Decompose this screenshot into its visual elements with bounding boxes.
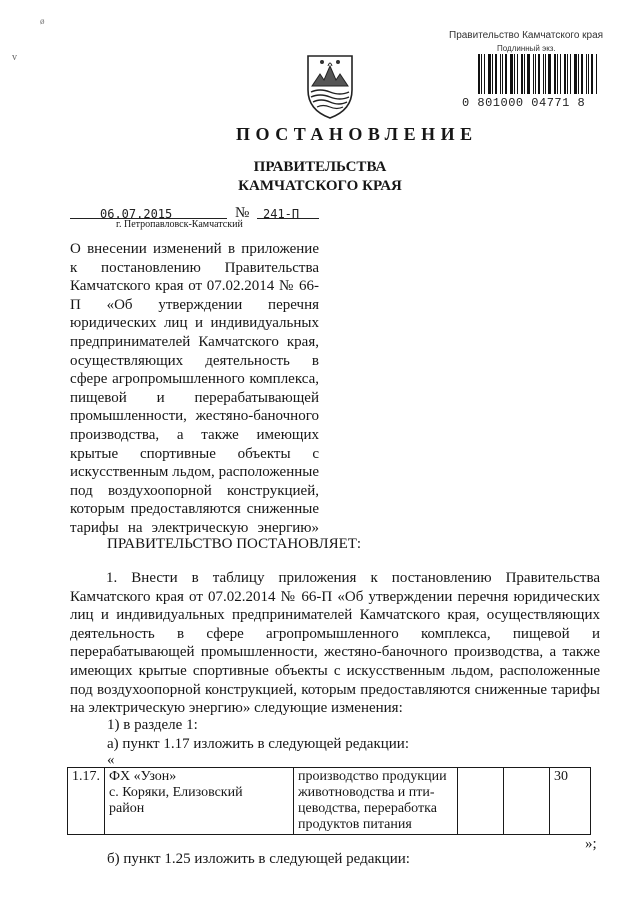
organization-line-1: ПРАВИТЕЛЬСТВА	[253, 159, 387, 175]
barcode-bar	[581, 54, 583, 94]
barcode-bar	[538, 54, 540, 94]
activity-line: цеводства, переработка	[298, 801, 437, 816]
activity-line: производство продукции	[298, 769, 447, 784]
barcode-bar	[560, 54, 561, 94]
barcode-bar	[510, 54, 513, 94]
barcode	[478, 54, 598, 94]
stamp-org: Правительство Камчатского края	[449, 30, 604, 41]
empty-cell-4	[458, 768, 504, 835]
barcode-bar	[545, 54, 546, 94]
barcode-bar	[514, 54, 515, 94]
number-sign: №	[235, 205, 250, 221]
organization-name: ФХ «Узон»	[109, 769, 177, 784]
paragraph-1: 1. Внести в таблицу приложения к постановлению Правительства Камчатского края от 07.02.2014 № 66-П «Об утверждении перечня юридических лиц и индивидуальных предпринимателей Камчатского края, осуществляющих деятельность в сфере агропромышленного комплекса, пищевой и перерабатывающей промышленности, жестяно-баночного производства, а также имеющих крытые спортивные объекты с искусственным льдом, расположенные под воздухоопорной конструкцией, которым предоставляются сниженные тарифы на электрическую энергию» следующие изменения:	[70, 570, 600, 717]
barcode-bar	[484, 54, 485, 94]
barcode-bar	[548, 54, 551, 94]
barcode-bar	[564, 54, 566, 94]
barcode-bar	[557, 54, 558, 94]
document-subject: О внесении изменений в приложение к постановлению Правительства Камчатского края от 07.02.2014 № 66-П «Об утверждении перечня юридических лиц и индивидуальных предпринимателей Камчатского края, осуществляющих деятельность в сфере агропромышленного комплекса, пищевой и перерабатывающей промышленности, жестяно-баночного производства, а также имеющих крытые спортивные объекты с искусственным льдом, расположенные под воздухоопорной конструкцией, которым предоставляются сниженные тарифы на электрическую энергию»	[70, 241, 319, 536]
row-number: 1.17.	[68, 768, 105, 835]
barcode-bar	[543, 54, 544, 94]
barcode-bar	[521, 54, 523, 94]
barcode-bar	[535, 54, 536, 94]
document-number: 241-П	[263, 207, 300, 221]
decree-heading: ПРАВИТЕЛЬСТВО ПОСТАНОВЛЯЕТ:	[107, 536, 362, 552]
barcode-bar	[567, 54, 568, 94]
item-b: б) пункт 1.25 изложить в следующей редакции:	[107, 851, 410, 867]
item-1: 1) в разделе 1:	[107, 717, 198, 733]
barcode-bar	[554, 54, 556, 94]
barcode-bar	[527, 54, 530, 94]
barcode-bar	[596, 54, 597, 94]
value-cell: 30	[550, 768, 591, 835]
barcode-bar	[505, 54, 507, 94]
activity-line: продуктов питания	[298, 817, 412, 832]
barcode-bar	[574, 54, 577, 94]
barcode-bar	[578, 54, 579, 94]
organization-district: район	[109, 801, 145, 816]
barcode-bar	[524, 54, 525, 94]
barcode-bar	[478, 54, 480, 94]
organization-line-2: КАМЧАТСКОГО КРАЯ	[238, 178, 402, 194]
table-row	[68, 768, 591, 835]
activity-cell	[294, 768, 458, 835]
barcode-bar	[492, 54, 493, 94]
barcode-number: 0 801000 04771 8	[462, 96, 586, 110]
barcode-bar	[481, 54, 482, 94]
barcode-bar	[500, 54, 501, 94]
barcode-bar	[588, 54, 589, 94]
coat-of-arms-icon	[300, 52, 360, 122]
empty-cell-5	[504, 768, 550, 835]
barcode-bar	[502, 54, 503, 94]
barcode-bar	[533, 54, 534, 94]
item-a: а) пункт 1.17 изложить в следующей редакции:	[107, 736, 409, 752]
quote-close: »;	[585, 836, 597, 852]
city: г. Петропавловск-Камчатский	[116, 219, 243, 230]
organization-locality: с. Коряки, Елизовский	[109, 785, 243, 800]
organization-cell	[105, 768, 294, 835]
quote-open: «	[107, 752, 115, 768]
document-date: 06.07.2015	[100, 207, 173, 221]
barcode-bar	[586, 54, 587, 94]
barcode-bar	[591, 54, 593, 94]
barcode-bar	[488, 54, 491, 94]
barcode-bar	[495, 54, 497, 94]
corner-mark-2: v	[12, 52, 17, 63]
corner-mark-1: ø	[40, 16, 45, 26]
barcode-bar	[517, 54, 518, 94]
amendment-table	[67, 767, 591, 835]
document-title: ПОСТАНОВЛЕНИЕ	[236, 124, 478, 144]
activity-line: животноводства и пти-	[298, 785, 435, 800]
barcode-bar	[570, 54, 571, 94]
stamp-original-label: Подлинный экз.	[497, 44, 556, 53]
